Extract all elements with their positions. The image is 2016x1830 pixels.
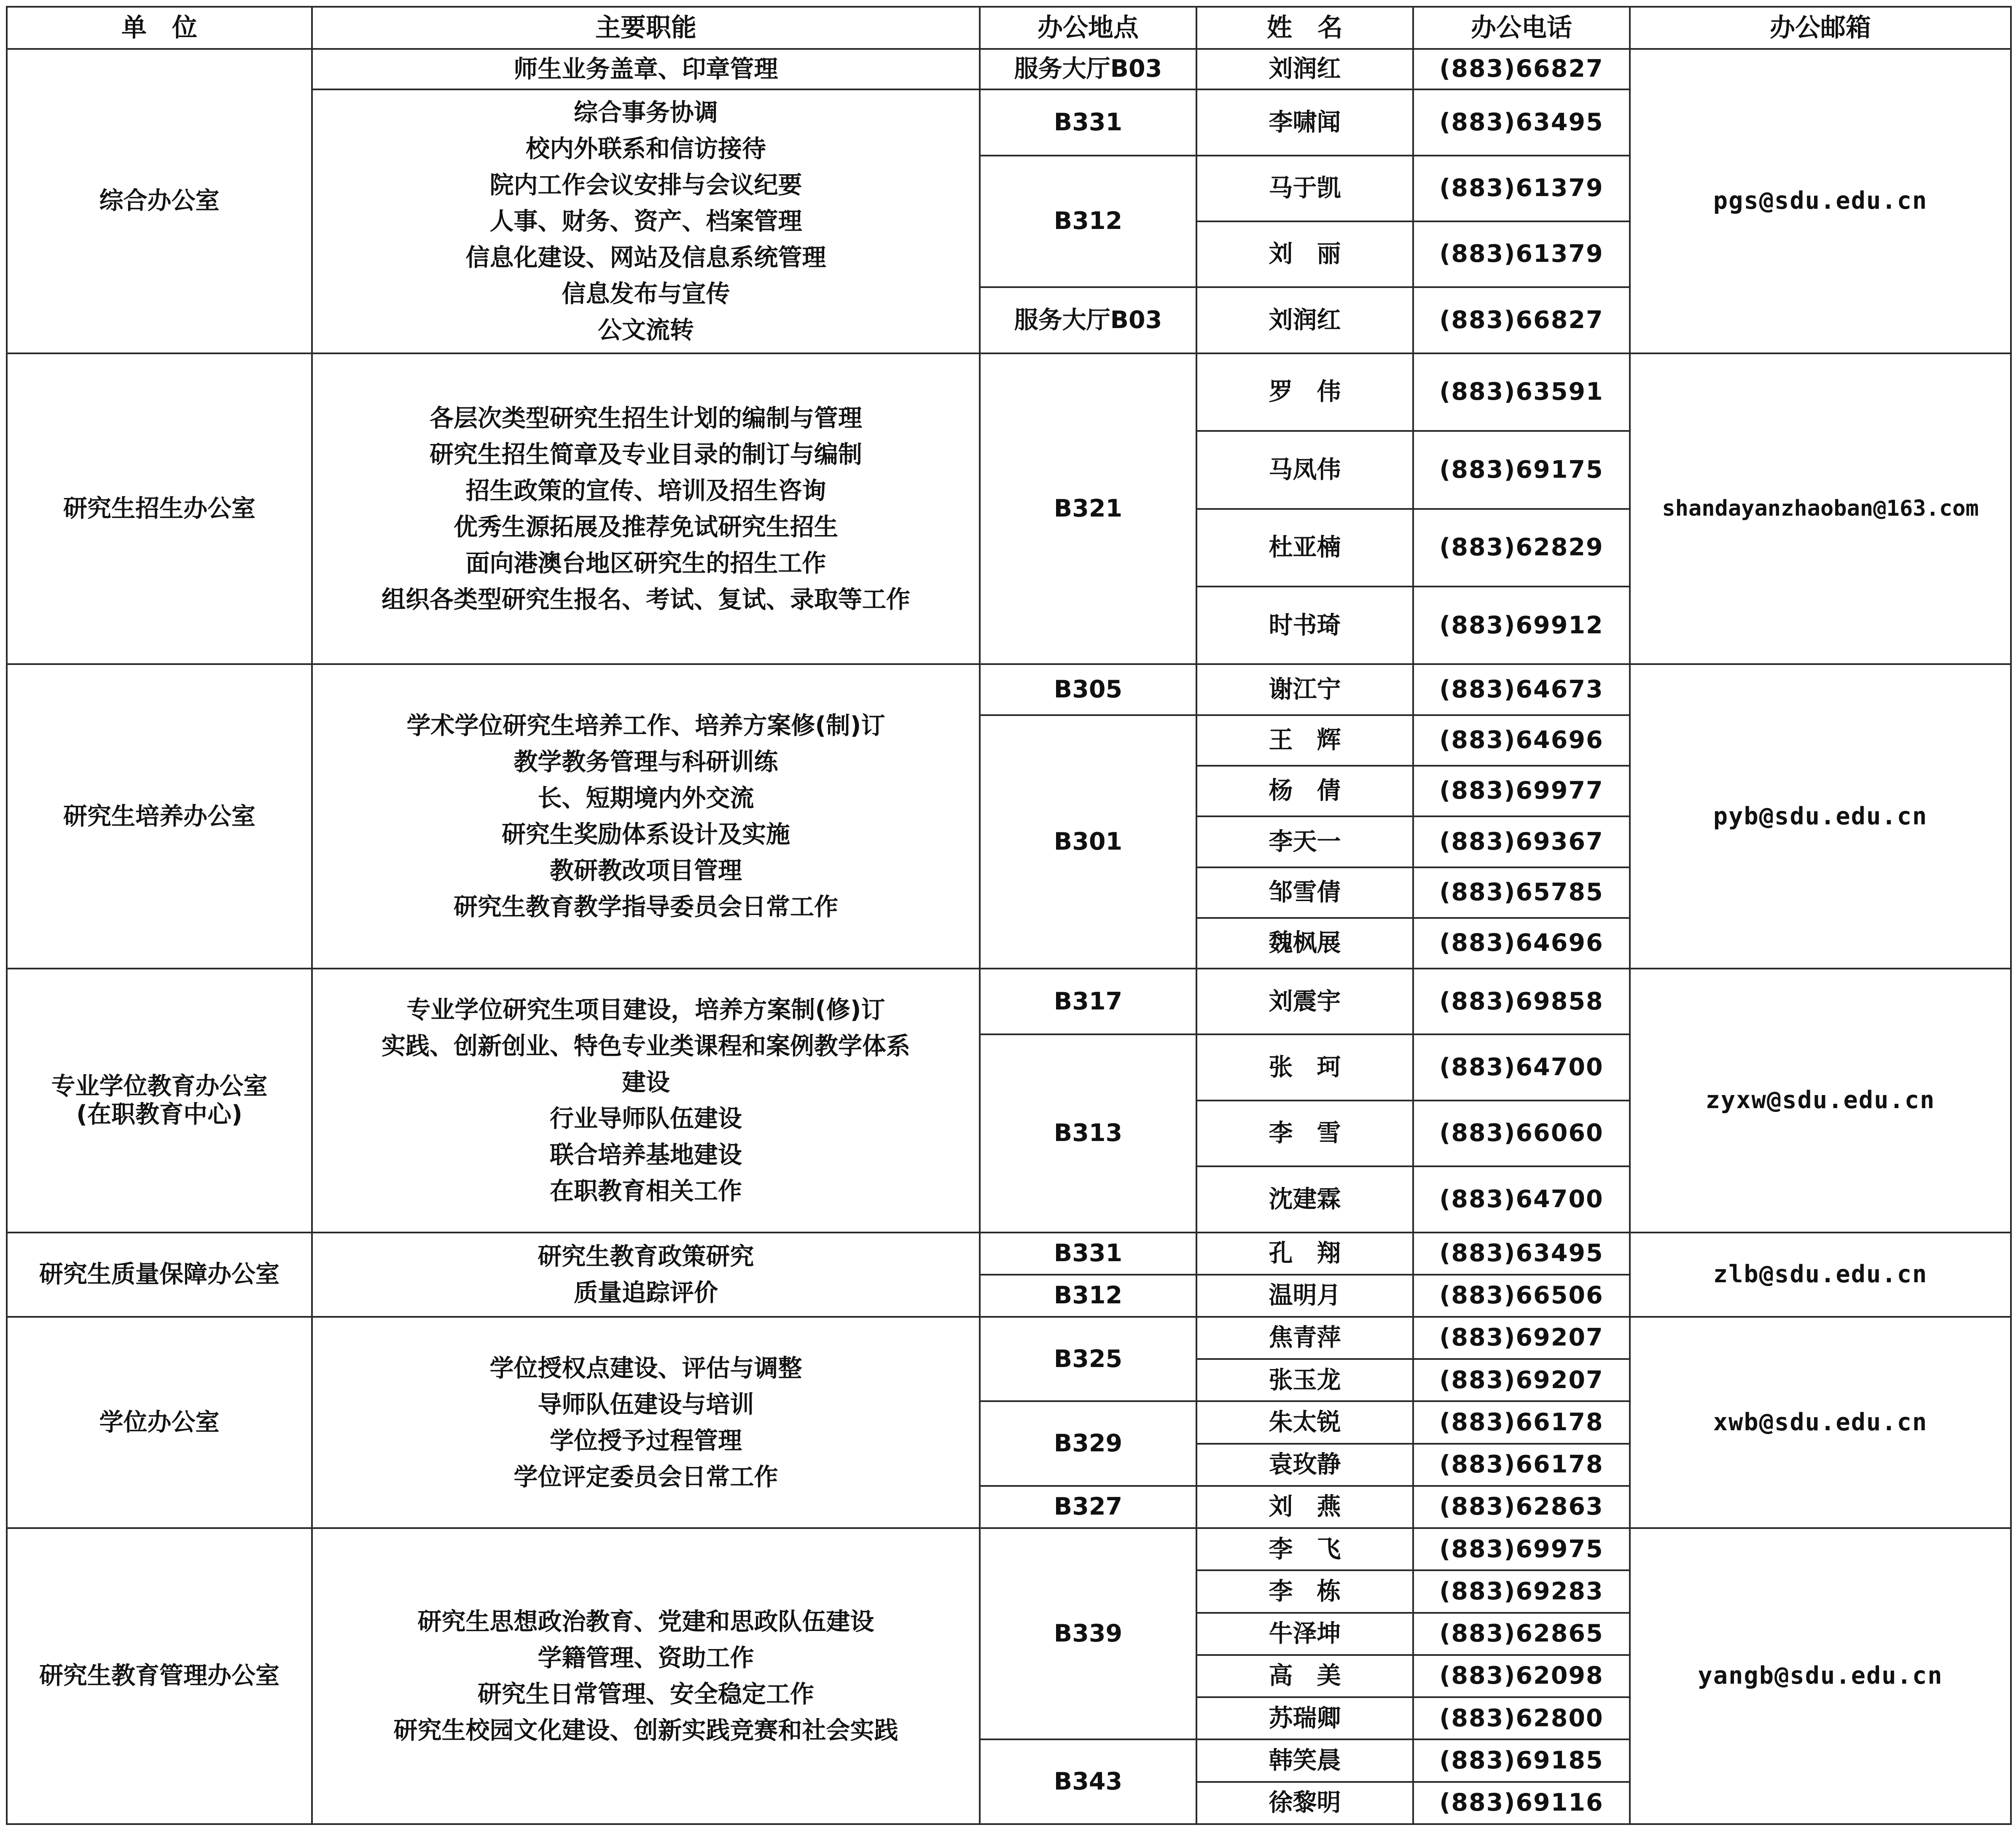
name-cell: 袁玫静 — [1196, 1444, 1413, 1486]
phone-cell: (883)62863 — [1413, 1486, 1630, 1528]
location-cell: B343 — [980, 1739, 1196, 1824]
unit-cell: 研究生培养办公室 — [7, 664, 312, 969]
location-cell: B317 — [980, 969, 1196, 1034]
phone-cell: (883)69858 — [1413, 969, 1630, 1034]
phone-cell: (883)66827 — [1413, 49, 1630, 89]
duties-cell — [312, 49, 980, 89]
duty-line: 信息化建设、网站及信息系统管理 — [465, 243, 826, 272]
office-directory-table — [6, 6, 2012, 1825]
name-cell: 魏枫展 — [1196, 918, 1413, 969]
duty-line: 师生业务盖章、印章管理 — [513, 55, 778, 83]
duty-line: 行业导师队伍建设 — [550, 1104, 742, 1133]
duty-line: 面向港澳台地区研究生的招生工作 — [465, 549, 826, 577]
duty-line: 质量追踪评价 — [574, 1278, 718, 1307]
name-cell: 刘润红 — [1196, 287, 1413, 353]
duty-line: 研究生奖励体系设计及实施 — [502, 821, 790, 849]
location-cell: B327 — [980, 1486, 1196, 1528]
location-cell: B312 — [980, 156, 1196, 288]
duty-line: 招生政策的宣传、培训及招生咨询 — [465, 476, 826, 505]
header-location: 办公地点 — [980, 7, 1196, 49]
unit-cell: 学位办公室 — [7, 1317, 312, 1528]
name-cell: 苏瑞卿 — [1196, 1697, 1413, 1739]
phone-cell: (883)69175 — [1413, 431, 1630, 509]
phone-cell: (883)69207 — [1413, 1317, 1630, 1359]
phone-cell: (883)69977 — [1413, 766, 1630, 816]
phone-cell: (883)63495 — [1413, 1233, 1630, 1275]
unit-cell: 研究生招生办公室 — [7, 353, 312, 665]
name-cell: 牛泽坤 — [1196, 1613, 1413, 1655]
name-cell: 刘震宇 — [1196, 969, 1413, 1034]
duty-line: 导师队伍建设与培训 — [538, 1390, 754, 1418]
name-cell: 李啸闻 — [1196, 89, 1413, 155]
phone-cell: (883)69207 — [1413, 1359, 1630, 1401]
name-cell: 时书琦 — [1196, 587, 1413, 664]
header-unit: 单 位 — [7, 7, 312, 49]
duties-cell — [312, 1317, 980, 1528]
name-cell: 罗 伟 — [1196, 353, 1413, 431]
duty-line: 研究生思想政治教育、党建和思政队伍建设 — [417, 1608, 874, 1636]
duties-cell — [312, 969, 980, 1232]
duty-line: 实践、创新创业、特色专业类课程和案例教学体系 — [382, 1032, 910, 1060]
name-cell: 杨 倩 — [1196, 766, 1413, 816]
name-cell: 刘 燕 — [1196, 1486, 1413, 1528]
phone-cell: (883)64700 — [1413, 1166, 1630, 1232]
phone-cell: (883)69912 — [1413, 587, 1630, 664]
phone-cell: (883)61379 — [1413, 156, 1630, 221]
duty-line: 教学教务管理与科研训练 — [513, 748, 778, 776]
phone-cell: (883)64696 — [1413, 918, 1630, 969]
duty-line: 组织各类型研究生报名、考试、复试、录取等工作 — [382, 585, 910, 614]
name-cell: 焦青萍 — [1196, 1317, 1413, 1359]
table-row — [7, 1528, 2011, 1570]
duty-line: 研究生校园文化建设、创新实践竞赛和社会实践 — [393, 1717, 898, 1745]
duty-line: 学位评定委员会日常工作 — [513, 1463, 778, 1491]
name-cell: 温明月 — [1196, 1275, 1413, 1317]
phone-cell: (883)62098 — [1413, 1655, 1630, 1697]
duty-line: 校内外联系和信访接待 — [526, 135, 766, 163]
table-row — [7, 1233, 2011, 1275]
phone-cell: (883)66060 — [1413, 1101, 1630, 1166]
duty-line: 教研教改项目管理 — [550, 857, 742, 885]
duty-line: 专业学位研究生项目建设，培养方案制(修)订 — [406, 996, 885, 1024]
location-cell: B312 — [980, 1275, 1196, 1317]
phone-cell: (883)69283 — [1413, 1570, 1630, 1612]
duty-line: 长、短期境内外交流 — [538, 784, 754, 813]
name-cell: 李 栋 — [1196, 1570, 1413, 1612]
name-cell: 李 飞 — [1196, 1528, 1413, 1570]
duty-line: 学籍管理、资助工作 — [538, 1644, 754, 1672]
phone-cell: (883)66827 — [1413, 287, 1630, 353]
duty-line: 研究生招生简章及专业目录的制订与编制 — [430, 440, 862, 468]
location-cell: B331 — [980, 1233, 1196, 1275]
name-cell: 韩笑晨 — [1196, 1739, 1413, 1782]
email-cell: pyb@sdu.edu.cn — [1630, 664, 2011, 969]
location-cell: B313 — [980, 1034, 1196, 1232]
location-cell: 服务大厅B03 — [980, 287, 1196, 353]
email-cell: zyxw@sdu.edu.cn — [1630, 969, 2011, 1232]
table-row — [7, 664, 2011, 715]
unit-name: 专业学位教育办公室 — [51, 1072, 268, 1100]
duty-line: 各层次类型研究生招生计划的编制与管理 — [430, 404, 862, 432]
email-cell: zlb@sdu.edu.cn — [1630, 1233, 2011, 1317]
phone-cell: (883)69975 — [1413, 1528, 1630, 1570]
phone-cell: (883)61379 — [1413, 221, 1630, 287]
duties-cell — [312, 1233, 980, 1317]
name-cell: 高 美 — [1196, 1655, 1413, 1697]
duty-line: 研究生教育教学指导委员会日常工作 — [454, 893, 838, 921]
unit-cell: 综合办公室 — [7, 49, 312, 353]
unit-subtitle: (在职教育中心) — [76, 1100, 243, 1128]
unit-cell — [7, 969, 312, 1232]
duty-line: 建设 — [622, 1068, 670, 1096]
name-cell: 张 珂 — [1196, 1034, 1413, 1100]
phone-cell: (883)63495 — [1413, 89, 1630, 155]
name-cell: 谢江宁 — [1196, 664, 1413, 715]
name-cell: 李天一 — [1196, 816, 1413, 867]
email-cell: shandayanzhaoban@163.com — [1630, 353, 2011, 665]
location-cell: B321 — [980, 353, 1196, 665]
phone-cell: (883)64673 — [1413, 664, 1630, 715]
name-cell: 王 辉 — [1196, 715, 1413, 766]
phone-cell: (883)66178 — [1413, 1401, 1630, 1443]
duty-line: 学位授予过程管理 — [550, 1426, 742, 1455]
duty-line: 人事、财务、资产、档案管理 — [489, 207, 802, 235]
name-cell: 李 雪 — [1196, 1101, 1413, 1166]
name-cell: 刘 丽 — [1196, 221, 1413, 287]
location-cell: 服务大厅B03 — [980, 49, 1196, 89]
header-duties: 主要职能 — [312, 7, 980, 49]
email-cell: pgs@sdu.edu.cn — [1630, 49, 2011, 353]
phone-cell: (883)62865 — [1413, 1613, 1630, 1655]
location-cell: B305 — [980, 664, 1196, 715]
duty-line: 研究生教育政策研究 — [538, 1242, 754, 1270]
phone-cell: (883)69185 — [1413, 1739, 1630, 1782]
phone-cell: (883)69116 — [1413, 1782, 1630, 1824]
phone-cell: (883)62800 — [1413, 1697, 1630, 1739]
duty-line: 公文流转 — [598, 316, 694, 344]
location-cell: B325 — [980, 1317, 1196, 1401]
table-row — [7, 49, 2011, 89]
table-row — [7, 1317, 2011, 1359]
location-cell: B339 — [980, 1528, 1196, 1739]
header-email: 办公邮箱 — [1630, 7, 2011, 49]
duty-line: 联合培养基地建设 — [550, 1141, 742, 1169]
phone-cell: (883)62829 — [1413, 509, 1630, 587]
duty-line: 院内工作会议安排与会议纪要 — [489, 171, 802, 199]
name-cell: 沈建霖 — [1196, 1166, 1413, 1232]
name-cell: 张玉龙 — [1196, 1359, 1413, 1401]
duties-cell — [312, 353, 980, 665]
phone-cell: (883)65785 — [1413, 867, 1630, 918]
duties-cell — [312, 1528, 980, 1824]
location-cell: B331 — [980, 89, 1196, 155]
header-phone: 办公电话 — [1413, 7, 1630, 49]
phone-cell: (883)66178 — [1413, 1444, 1630, 1486]
phone-cell: (883)64700 — [1413, 1034, 1630, 1100]
header-name: 姓 名 — [1196, 7, 1413, 49]
email-cell: xwb@sdu.edu.cn — [1630, 1317, 2011, 1528]
location-cell: B329 — [980, 1401, 1196, 1486]
phone-cell: (883)69367 — [1413, 816, 1630, 867]
location-cell: B301 — [980, 715, 1196, 969]
name-cell: 孔 翔 — [1196, 1233, 1413, 1275]
duty-line: 学位授权点建设、评估与调整 — [489, 1354, 802, 1382]
unit-cell: 研究生质量保障办公室 — [7, 1233, 312, 1317]
duty-line: 信息发布与宣传 — [562, 280, 730, 308]
duties-cell — [312, 664, 980, 969]
name-cell: 朱太锐 — [1196, 1401, 1413, 1443]
name-cell: 马凤伟 — [1196, 431, 1413, 509]
name-cell: 刘润红 — [1196, 49, 1413, 89]
duty-line: 在职教育相关工作 — [550, 1177, 742, 1205]
phone-cell: (883)63591 — [1413, 353, 1630, 431]
phone-cell: (883)66506 — [1413, 1275, 1630, 1317]
duty-line: 综合事务协调 — [574, 98, 718, 126]
name-cell: 徐黎明 — [1196, 1782, 1413, 1824]
header-row — [7, 7, 2011, 49]
duty-line: 研究生日常管理、安全稳定工作 — [478, 1680, 814, 1709]
duties-cell — [312, 89, 980, 353]
table-row — [7, 969, 2011, 1034]
table-row — [7, 353, 2011, 431]
duty-line: 优秀生源拓展及推荐免试研究生招生 — [454, 513, 838, 541]
email-cell: yangb@sdu.edu.cn — [1630, 1528, 2011, 1824]
phone-cell: (883)64696 — [1413, 715, 1630, 766]
name-cell: 马于凯 — [1196, 156, 1413, 221]
name-cell: 杜亚楠 — [1196, 509, 1413, 587]
unit-cell: 研究生教育管理办公室 — [7, 1528, 312, 1824]
name-cell: 邹雪倩 — [1196, 867, 1413, 918]
duty-line: 学术学位研究生培养工作、培养方案修(制)订 — [406, 712, 885, 740]
